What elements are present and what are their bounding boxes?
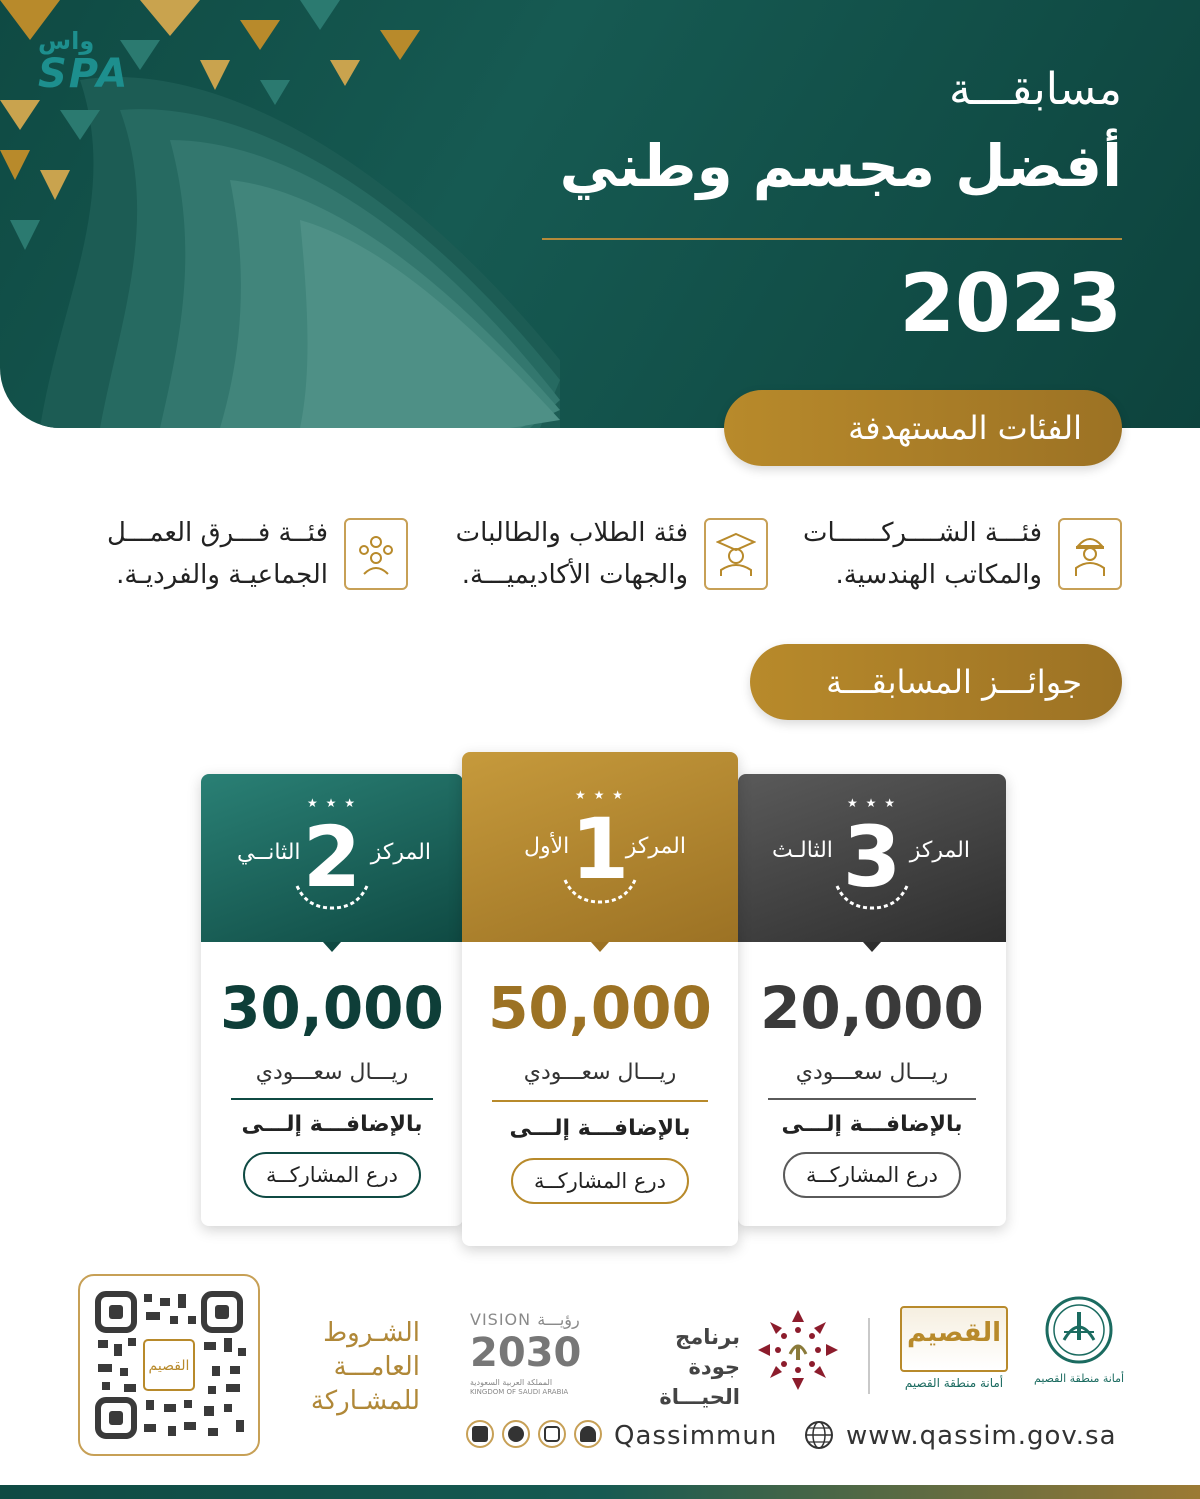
ministry-logo [1034,1294,1124,1394]
qassim-municipality-logo [900,1306,1008,1396]
bottom-bar [0,1485,1200,1499]
rank-number: 3 [842,808,902,906]
qol-line2: الحيـــاة [659,1385,740,1409]
category-line2: والجهات الأكاديميـــة. [461,560,688,590]
qr-center-logo: القصيم [148,1358,190,1374]
laurel-icon [827,882,917,912]
rank-number: 2 [302,808,362,906]
prize-plus: بالإضافـــة إلـــى [509,1116,691,1141]
prize-plus: بالإضافـــة إلـــى [241,1112,423,1137]
website-link[interactable]: www.qassim.gov.sa [846,1421,1117,1451]
card-pointer [591,942,609,952]
qol-line1: برنامج جودة [675,1325,740,1379]
prize-plus: بالإضافـــة إلـــى [781,1112,963,1137]
prize-card-header [462,752,738,942]
shield-badge: درع المشاركــة [783,1152,961,1198]
shield-badge: درع المشاركــة [243,1152,421,1198]
ministry-emblem-icon [1034,1294,1124,1368]
vision-label: VISION رؤيـــة [470,1310,580,1329]
prize-amount: 50,000 [488,974,712,1042]
prize-currency: ريـــال سعـــودي [255,1060,409,1085]
group-icon [344,518,408,590]
terms-label [280,1316,420,1418]
title-block [522,60,1122,350]
snapchat-icon[interactable] [574,1420,602,1448]
prize-card-header [201,774,463,942]
graduate-icon [704,518,768,590]
rank-word: المركز [625,834,686,859]
vision-kingdom-en: KINGDOM OF SAUDI ARABIA [470,1388,569,1396]
rank-ordinal: الأول [524,834,570,859]
category-line2: الجماعيـة والفرديـة. [116,560,328,590]
quality-of-life-program [620,1322,740,1412]
spa-logo-en: SPA [38,51,130,97]
prize-card-first [462,752,738,1246]
terms-qr-code[interactable] [78,1274,260,1456]
title-subtitle: مسابقـــة [949,64,1122,115]
title-year: 2023 [899,257,1122,350]
rank-number: 1 [570,800,630,898]
terms-line: للمشـاركة [310,1386,420,1416]
laurel-icon [287,882,377,912]
spa-logo-ar: واس [38,27,95,55]
engineer-icon [1058,518,1122,590]
stars-icon: ★ ★ ★ [307,796,357,810]
vision-kingdom-ar: المملكة العربية السعودية [470,1378,553,1387]
card-divider [231,1098,433,1100]
category-line2: والمكاتب الهندسية. [835,560,1042,590]
stars-icon: ★ ★ ★ [847,796,897,810]
categories-heading-pill: الفئات المستهدفة [724,390,1122,466]
laurel-icon [555,876,645,906]
terms-line: العامـــة [333,1352,420,1382]
title-divider [542,238,1122,240]
category-students [428,512,768,596]
page-title: أفضل مجسم وطني [559,132,1122,200]
vision-2030-logo [470,1310,594,1396]
vision-year: 2030 [470,1330,582,1376]
card-divider [768,1098,976,1100]
shield-badge: درع المشاركــة [511,1158,689,1204]
category-line1: فئة الطلاب والطالبات [455,518,688,548]
stars-icon: ★ ★ ★ [575,788,625,802]
qr-code-icon [80,1276,258,1454]
prize-currency: ريـــال سعـــودي [523,1060,677,1085]
category-teams [68,512,408,596]
youtube-icon[interactable] [466,1420,494,1448]
quality-of-life-logo-icon [756,1308,840,1392]
category-line1: فئــة فـــرق العمـــل [106,518,328,548]
instagram-icon[interactable] [538,1420,566,1448]
twitter-icon[interactable] [502,1420,530,1448]
prize-card-header [738,774,1006,942]
logo-divider [868,1318,870,1394]
social-handle[interactable]: Qassimmun [614,1421,778,1451]
globe-icon [804,1420,834,1450]
qassim-logo-sub: أمانة منطقة القصيم [904,1376,1004,1390]
rank-word: المركز [909,838,970,863]
terms-line: الشـروط [323,1318,420,1348]
prize-amount: 20,000 [760,974,984,1042]
prize-card-second [201,774,463,1226]
card-divider [492,1100,708,1102]
qassim-logo-title: القصيم [906,1318,1001,1348]
spa-logo [38,26,138,97]
card-pointer [863,942,881,952]
category-line1: فئـــة الشــــركــــــات [803,518,1042,548]
rank-word: المركز [370,840,431,865]
rank-ordinal: الثالـث [772,838,833,863]
header-banner [0,0,1200,428]
ministry-logo-sub: أمانة منطقة القصيم [1034,1372,1125,1385]
prize-amount: 30,000 [220,974,444,1042]
prize-card-third [738,774,1006,1226]
category-companies [803,512,1122,596]
card-pointer [323,942,341,952]
prizes-heading-pill: جوائـــز المسابقـــة [750,644,1122,720]
prize-currency: ريـــال سعـــودي [795,1060,949,1085]
rank-ordinal: الثانــي [237,840,301,865]
